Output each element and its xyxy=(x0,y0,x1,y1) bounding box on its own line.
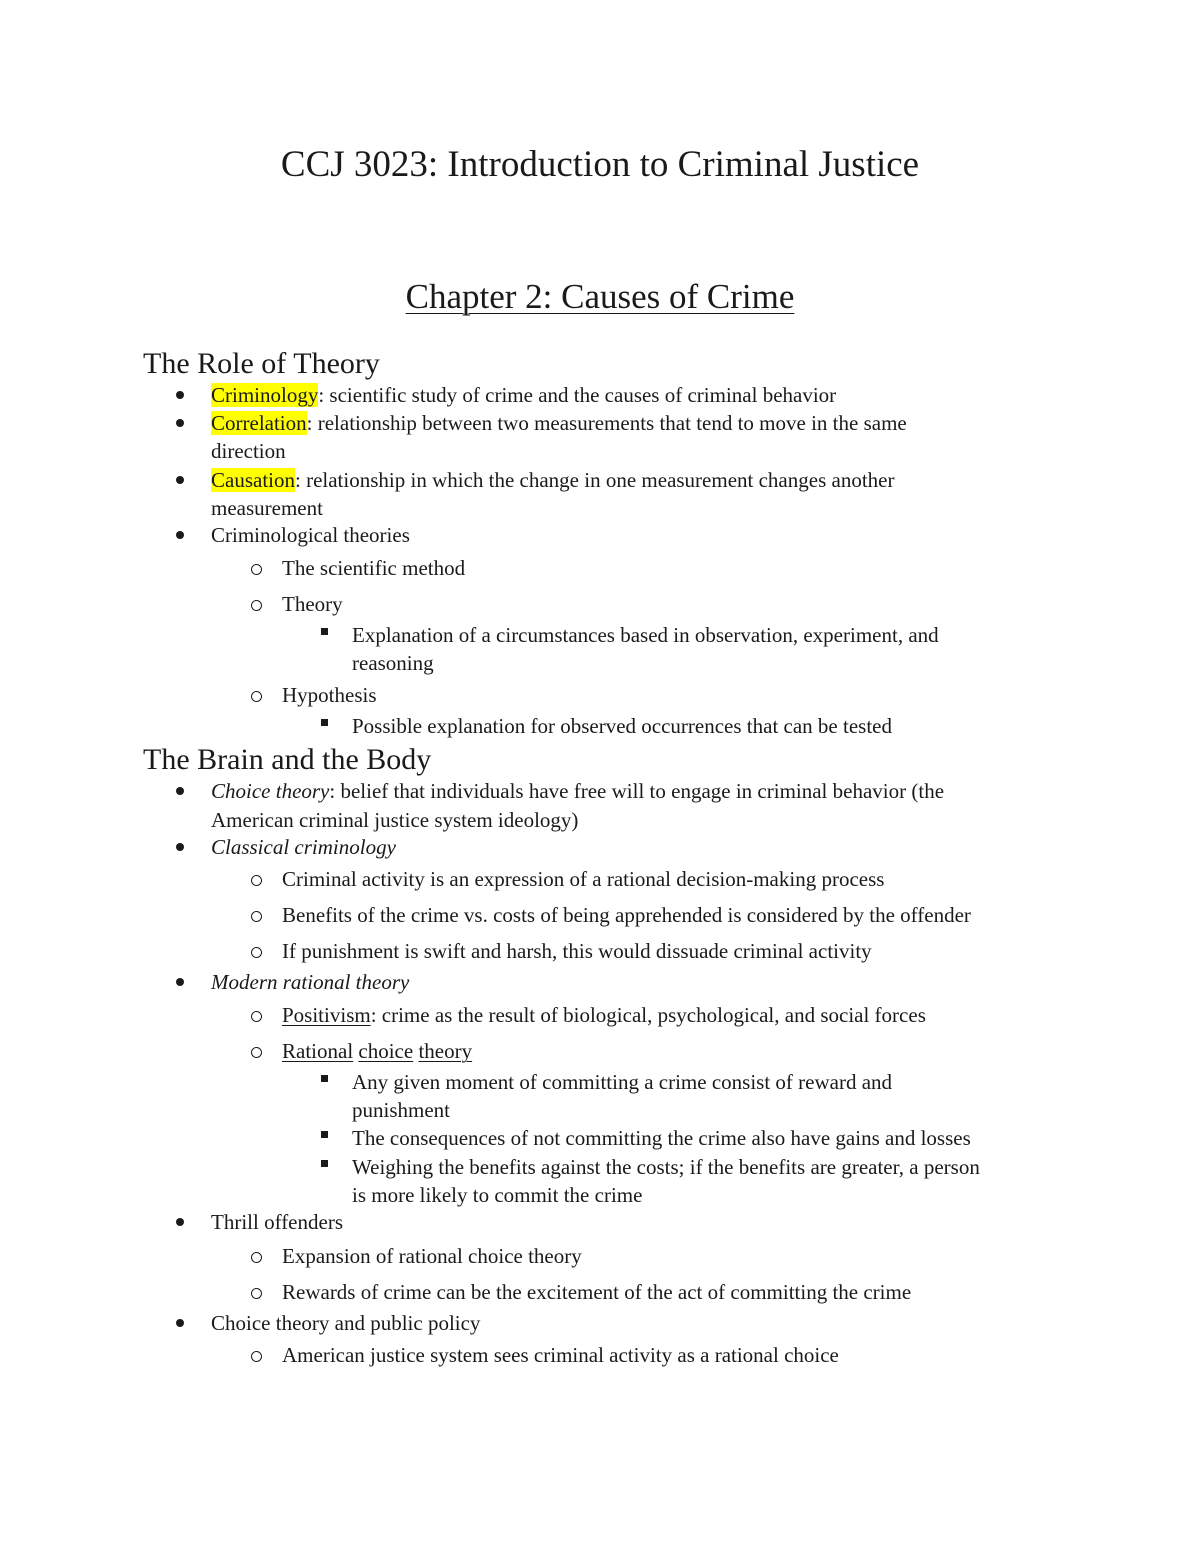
bullet-disc-icon xyxy=(176,531,184,539)
bullet-disc-icon xyxy=(176,843,184,851)
list-item-thrill-point: Rewards of crime can be the excitement of the act of committing the crime xyxy=(282,1280,912,1304)
bullet-disc-icon xyxy=(176,419,184,427)
list-item-continuation: measurement xyxy=(211,496,323,520)
definition-text: : belief that individuals have free will to engage in criminal behavior (the xyxy=(329,779,945,803)
list-item-policy-point: American justice system sees criminal activity as a rational choice xyxy=(282,1343,839,1367)
bullet-disc-icon xyxy=(176,787,184,795)
bullet-square-icon xyxy=(321,719,328,726)
definition-text: : relationship in which the change in one measurement changes another xyxy=(295,468,895,492)
bullet-square-icon xyxy=(321,1075,328,1082)
list-item-thrill-offenders: Thrill offenders xyxy=(211,1210,343,1234)
bullet-square-icon xyxy=(321,1160,328,1167)
list-item-continuation: is more likely to commit the crime xyxy=(352,1183,643,1207)
bullet-circle-icon xyxy=(251,1288,262,1299)
list-item-thrill-point: Expansion of rational choice theory xyxy=(282,1244,582,1268)
document-title: CCJ 3023: Introduction to Criminal Justice xyxy=(280,144,920,185)
list-item-rct-point: The consequences of not committing the crime also have gains and losses xyxy=(352,1126,971,1150)
bullet-circle-icon xyxy=(251,1047,262,1058)
bullet-circle-icon xyxy=(251,600,262,611)
list-item-rct-point: Any given moment of committing a crime consist of reward and xyxy=(352,1070,893,1094)
list-item-causation xyxy=(211,466,1071,494)
list-item-continuation: reasoning xyxy=(352,651,434,675)
underlined-word: choice xyxy=(358,1039,414,1063)
list-item-hypothesis: Hypothesis xyxy=(282,683,377,707)
list-item-continuation: punishment xyxy=(352,1098,450,1122)
list-item-classical-point: Benefits of the crime vs. costs of being apprehended is considered by the offender xyxy=(282,903,971,927)
bullet-disc-icon xyxy=(176,1218,184,1226)
underlined-word: theory xyxy=(418,1039,473,1063)
bullet-circle-icon xyxy=(251,1011,262,1022)
list-item-public-policy: Choice theory and public policy xyxy=(211,1311,481,1335)
bullet-square-icon xyxy=(321,628,328,635)
list-item-classical-criminology: Classical criminology xyxy=(211,835,396,859)
underlined-term: Positivism xyxy=(282,1003,371,1027)
bullet-circle-icon xyxy=(251,564,262,575)
bullet-circle-icon xyxy=(251,691,262,702)
bullet-circle-icon xyxy=(251,947,262,958)
list-item-positivism xyxy=(282,1001,1082,1029)
bullet-circle-icon xyxy=(251,1351,262,1362)
bullet-disc-icon xyxy=(176,476,184,484)
list-item-continuation: direction xyxy=(211,439,286,463)
bullet-square-icon xyxy=(321,1131,328,1138)
list-item-classical-point: If punishment is swift and harsh, this would dissuade criminal activity xyxy=(282,939,872,963)
list-item-criminology xyxy=(211,381,1071,409)
chapter-heading: Chapter 2: Causes of Crime xyxy=(405,277,795,316)
bullet-circle-icon xyxy=(251,1252,262,1263)
list-item-rational-choice-theory xyxy=(282,1037,1082,1065)
list-item-correlation xyxy=(211,409,1071,437)
list-item-rct-point: Weighing the benefits against the costs; if the benefits are greater, a person xyxy=(352,1155,980,1179)
list-item-theory-definition: Explanation of a circumstances based in observation, experiment, and xyxy=(352,623,939,647)
list-item-criminological-theories: Criminological theories xyxy=(211,523,410,547)
bullet-circle-icon xyxy=(251,875,262,886)
list-item-modern-rational-theory: Modern rational theory xyxy=(211,970,410,994)
section-heading-brain-and-body: The Brain and the Body xyxy=(143,743,432,776)
definition-text: : crime as the result of biological, psychological, and social forces xyxy=(370,1003,926,1027)
list-item-scientific-method: The scientific method xyxy=(282,556,466,580)
bullet-disc-icon xyxy=(176,978,184,986)
highlighted-term: Criminology xyxy=(211,383,319,407)
bullet-disc-icon xyxy=(176,391,184,399)
definition-text: : scientific study of crime and the causes of criminal behavior xyxy=(318,383,837,407)
bullet-disc-icon xyxy=(176,1319,184,1327)
underlined-word: Rational xyxy=(282,1039,354,1063)
list-item-classical-point: Criminal activity is an expression of a rational decision-making process xyxy=(282,867,885,891)
list-item-choice-theory xyxy=(211,777,1071,805)
list-item-continuation: American criminal justice system ideology) xyxy=(211,808,579,832)
definition-text: : relationship between two measurements that tend to move in the same xyxy=(306,411,907,435)
highlighted-term: Causation xyxy=(211,468,295,492)
italic-term: Choice theory xyxy=(211,779,330,803)
list-item-hypothesis-definition: Possible explanation for observed occurrences that can be tested xyxy=(352,714,892,738)
highlighted-term: Correlation xyxy=(211,411,307,435)
bullet-circle-icon xyxy=(251,911,262,922)
list-item-theory: Theory xyxy=(282,592,343,616)
section-heading-role-of-theory: The Role of Theory xyxy=(143,347,380,380)
